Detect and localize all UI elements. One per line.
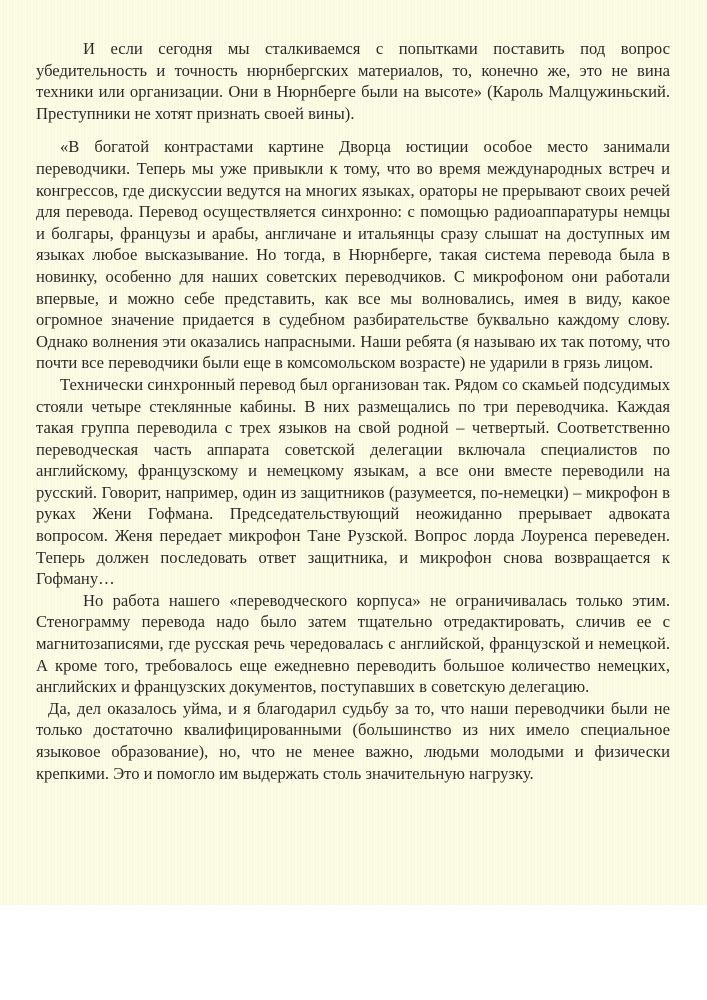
paragraph-simultaneous-translation: Технически синхронный перевод был организован так. Рядом со скамьей подсудимых стояли четыре стеклянные кабины. В них размещались по три переводчика. Каждая такая группа переводила с трех языков на свой родной – четвертый. Соответственно переводческая часть аппарата советской делегации включала специалистов по английскому, французскому и немецкому языкам, а все они вместе переводили на русский. Говорит, например, один из защитников (разумеется, по-немецки) – микрофон в руках Жени Гофмана. Председательствующий неожиданно прерывает адвоката вопросом. Женя передает микрофон Тане Рузской. Вопрос лорда Лоуренса переведен. Теперь должен последовать ответ защитника, и микрофон снова возвращается к Гофману… (36, 374, 670, 589)
paragraph-quote-ending: И если сегодня мы сталкиваемся с попытками поставить под вопрос убедительность и точность нюрнбергских материалов, то, конечно же, это не вина техники или организации. Они в Нюрнберге были на высоте» (Кароль Малцужиньский. Преступники не хотят признать своей вины). (36, 39, 670, 123)
paragraph-workload: Да, дел оказалось уйма, и я благодарил судьбу за то, что наши переводчики были не только достаточно квалифицированными (большинство из них имело специальное языковое образование), но, что не менее важно, людьми молодыми и физически крепкими. Это и помогло им выдержать столь значительную нагрузку. (36, 698, 670, 783)
paragraph-translators-intro: «В богатой контрастами картине Дворца юстиции особое место занимали переводчики. Теперь мы уже привыкли к тому, что во время международных встреч и конгрессов, где дискуссии ведутся на многих языках, ораторы не прерывают своих речей для перевода. Перевод осуществляется синхронно: с помощью радиоаппаратуры немцы и болгары, французы и арабы, англичане и итальянцы сразу слышат на доступных им языках любое высказывание. Но тогда, в Нюрнберге, такая система перевода была в новинку, особенно для наших советских переводчиков. С микрофоном они работали впервые, и можно себе представить, как все мы волновались, имея в виду, какое огромное значение придается в судебном разбирательстве буквально каждому слову. Однако волнения эти оказались напрасными. Наши ребята (я называю их так потому, что почти все переводчики были еще в комсомольском возрасте) не ударили в грязь лицом. (36, 137, 670, 373)
paragraph-translation-corps: Но работа нашего «переводческого корпуса» не ограничивалась только этим. Стенограмму перевода надо было затем тщательно отредактировать, сличив ее с магнитозаписями, где русская речь чередовалась с английской, французской и немецкой. А кроме того, требовалось еще ежедневно переводить большое количество немецких, английских и французских документов, поступавших в советскую делегацию. (36, 590, 670, 697)
document-body (36, 38, 670, 784)
